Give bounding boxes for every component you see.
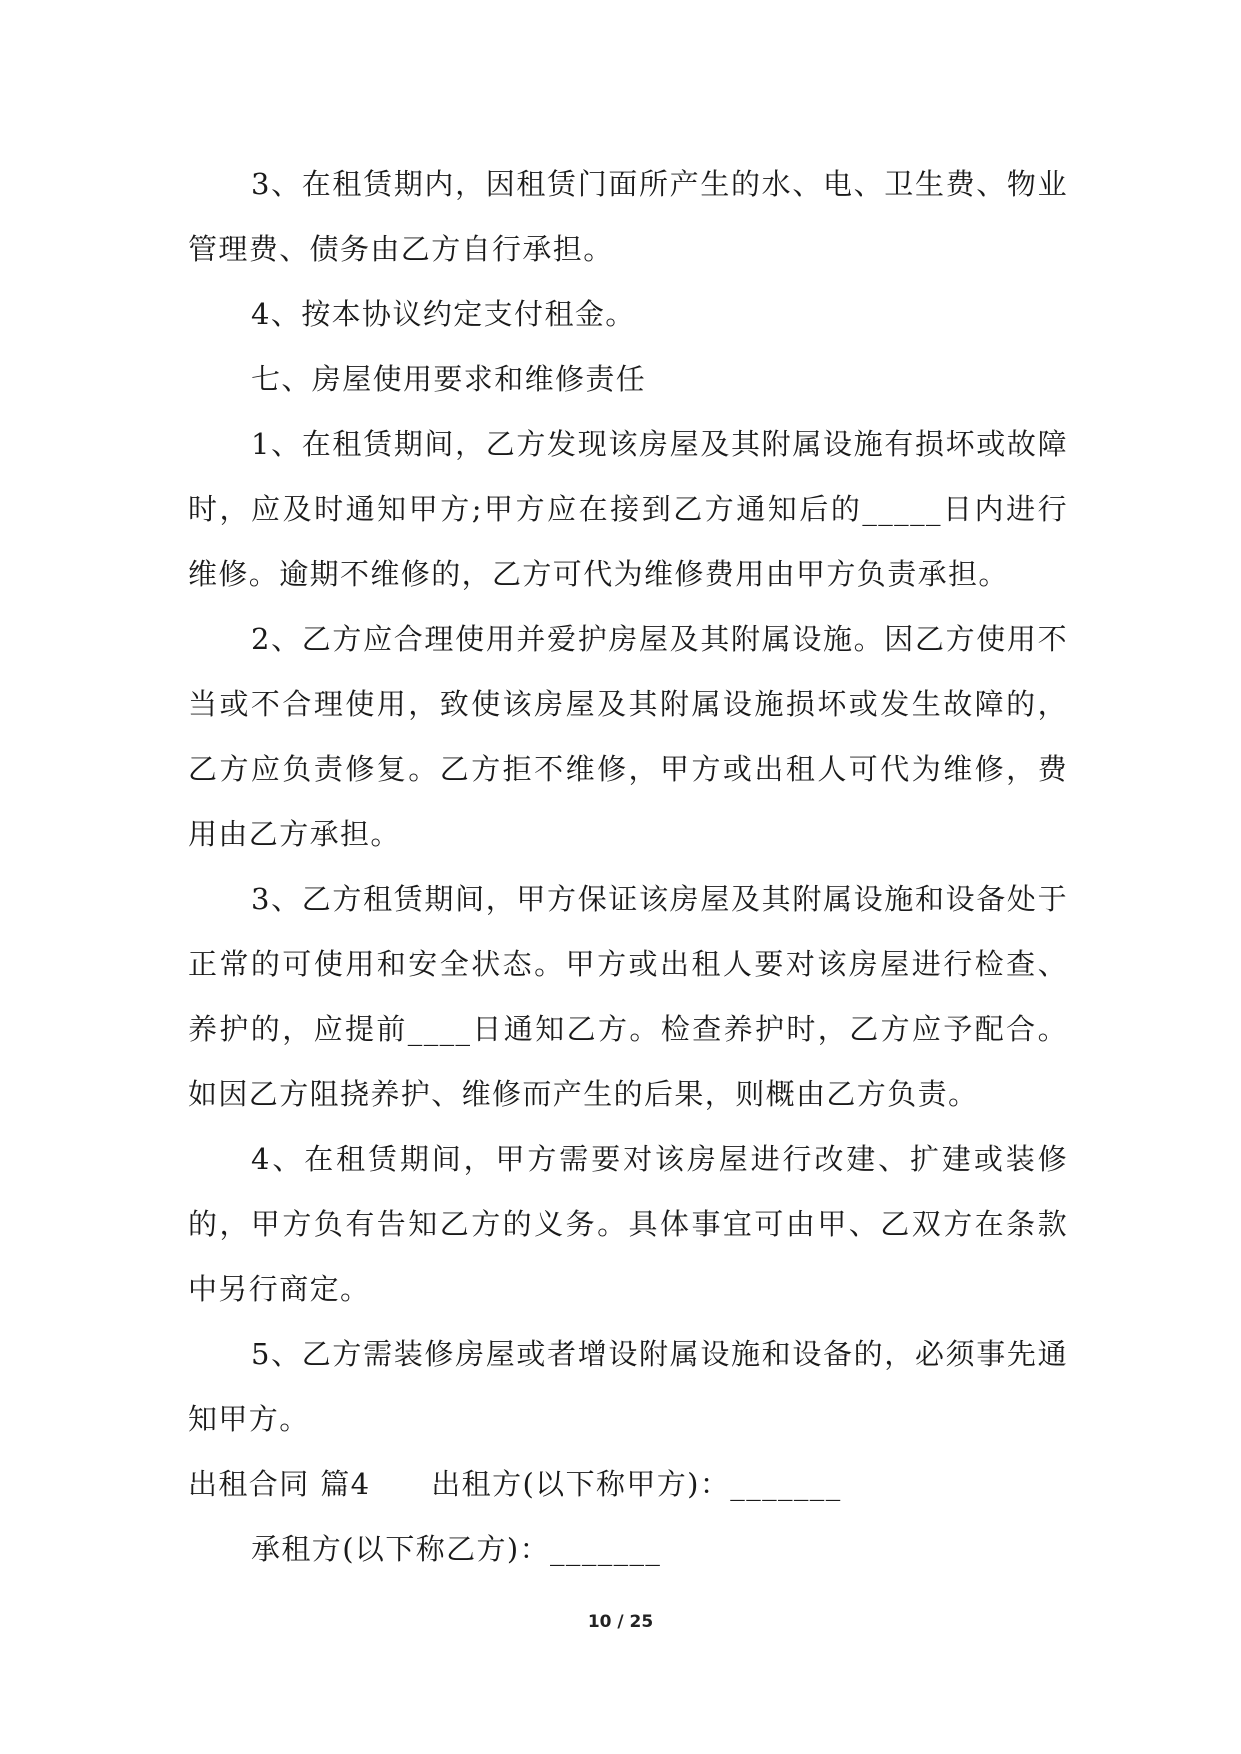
paragraph-utilities-costs: 3、在租赁期内，因租赁门面所产生的水、电、卫生费、物业管理费、债务由乙方自行承担。: [188, 167, 1068, 266]
paragraph-lessee: 承租方(以下称乙方)：_______: [251, 1532, 662, 1566]
contract-heading-lessor: 出租合同 篇4 出租方(以下称甲方)：_______: [188, 1467, 842, 1501]
document-body: [188, 152, 1068, 1582]
paragraph-renovation-by-landlord: 4、在租赁期间，甲方需要对该房屋进行改建、扩建或装修的，甲方负有告知乙方的义务。具体事宜可由甲、乙双方在条款中另行商定。: [188, 1142, 1068, 1306]
section-heading-usage-maintenance: 七、房屋使用要求和维修责任: [251, 362, 647, 396]
paragraph-repair-notice: 1、在租赁期间，乙方发现该房屋及其附属设施有损坏或故障时，应及时通知甲方;甲方应在接到乙方通知后的_____日内进行维修。逾期不维修的，乙方可代为维修费用由甲方负责承担。: [188, 427, 1068, 591]
paragraph-proper-use: 2、乙方应合理使用并爱护房屋及其附属设施。因乙方使用不当或不合理使用，致使该房屋及其附属设施损坏或发生故障的，乙方应负责修复。乙方拒不维修，甲方或出租人可代为维修，费用由乙方承担。: [188, 622, 1068, 851]
paragraph-pay-rent: 4、按本协议约定支付租金。: [251, 297, 636, 331]
paragraph-renovation-by-tenant: 5、乙方需装修房屋或者增设附属设施和设备的，必须事先通知甲方。: [188, 1337, 1068, 1436]
page-number: 10 / 25: [587, 1612, 654, 1632]
paragraph-inspection: 3、乙方租赁期间，甲方保证该房屋及其附属设施和设备处于正常的可使用和安全状态。甲方或出租人要对该房屋进行检查、养护的，应提前____日通知乙方。检查养护时，乙方应予配合。如因乙方阻挠养护、维修而产生的后果，则概由乙方负责。: [188, 882, 1068, 1111]
